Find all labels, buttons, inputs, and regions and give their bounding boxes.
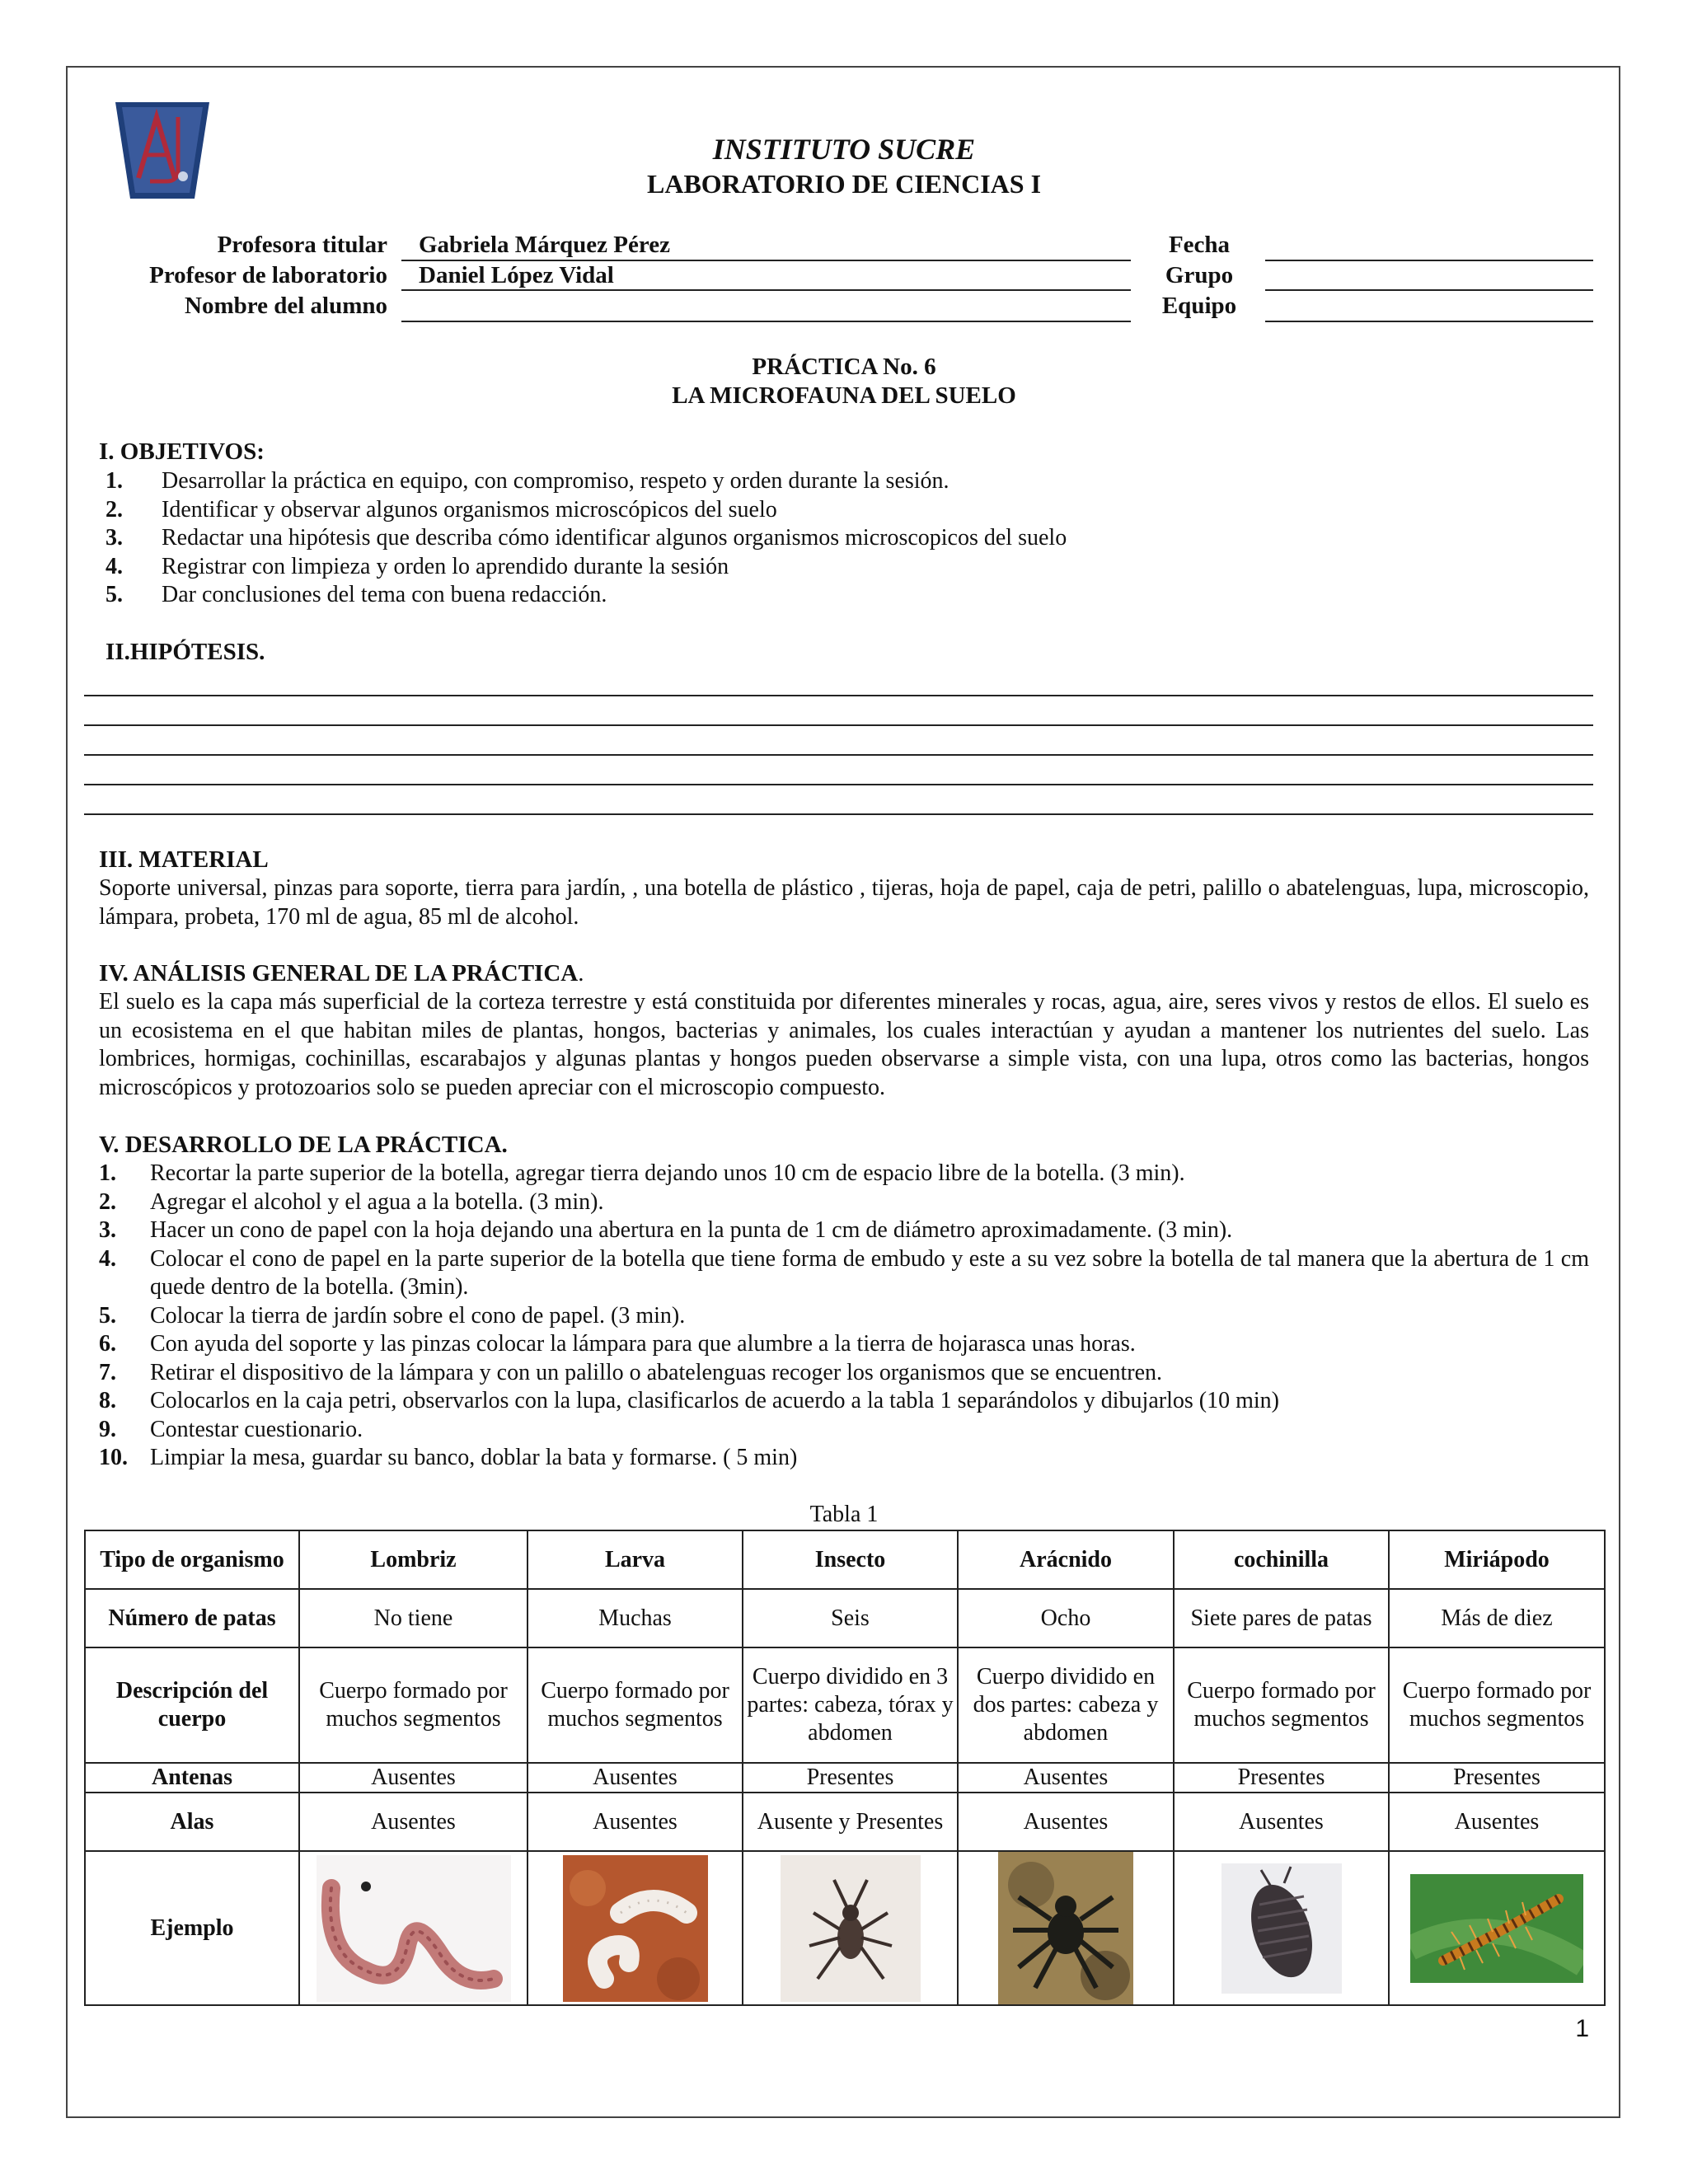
development-list [99,1160,1589,1473]
analysis-heading: IV. ANÁLISIS GENERAL DE LA PRÁCTICA. [99,960,584,987]
table-caption: Tabla 1 [809,1502,879,1527]
list-item: 9. Contestar cuestionario. [99,1416,363,1442]
earthworm-photo [316,1855,511,2002]
table-cell: No tiene [299,1589,528,1647]
table-cell: Ausentes [1174,1793,1389,1851]
list-item: 3. Hacer un cono de papel con la hoja dejando una abertura en la punta de 1 cm de diámetro aproximadamente. (3 min). [99,1217,1233,1243]
table-cell: Cuerpo dividido en 3 partes: cabeza, tórax y abdomen [743,1647,958,1763]
table-cell: Presentes [743,1763,958,1793]
list-item: 3. Redactar una hipótesis que describa cómo identificar algunos organismos microscopicos del suelo [106,525,1067,551]
hypothesis-line[interactable] [84,784,1593,785]
list-item: 4. Registrar con limpieza y orden lo aprendido durante la sesión [106,553,729,579]
institute-title: INSTITUTO SUCRE [712,133,976,166]
table-row [85,1851,1605,2005]
column-header: Insecto [743,1530,958,1589]
row-header: Ejemplo [85,1851,299,2005]
list-item: 5. Colocar la tierra de jardín sobre el cono de papel. (3 min). [99,1302,686,1329]
table-cell: Cuerpo formado por muchos segmentos [299,1647,528,1763]
organism-table [84,1530,1606,2006]
table-cell: Ausentes [958,1763,1174,1793]
material-heading: III. MATERIAL [99,846,269,873]
row-header: Alas [85,1793,299,1851]
table-row [85,1589,1605,1647]
column-header: Arácnido [958,1530,1174,1589]
column-header: Miriápodo [1389,1530,1605,1589]
table-cell [528,1851,743,2005]
column-header: cochinilla [1174,1530,1389,1589]
list-item: 6. Con ayuda del soporte y las pinzas colocar la lámpara para que alumbre a la tierra de hojarasca unas horas. [99,1331,1136,1357]
table-header-row [85,1530,1605,1589]
table-cell: Ocho [958,1589,1174,1647]
table-cell: Presentes [1389,1763,1605,1793]
centipede-photo [1410,1874,1583,1983]
teacher-line [401,260,1131,261]
material-text: Soporte universal, pinzas para soporte, tierra para jardín, , una botella de plástico , tijeras, hoja de papel, caja de petri, palillo o abatelenguas, lupa, microscopio, lámpara, probeta, 170 ml de agua, 85 ml de alcohol. [99,875,1589,930]
table-cell: Cuerpo formado por muchos segmentos [1174,1647,1389,1763]
list-item: 1. Desarrollar la práctica en equipo, con compromiso, respeto y orden durante la sesión. [106,468,950,494]
row-header: Número de patas [85,1589,299,1647]
lab-teacher-line [401,289,1131,291]
list-item: 1. Recortar la parte superior de la botella, agregar tierra dejando unos 10 cm de espacio libre de la botella. (3 min). [99,1160,1185,1186]
team-label: Equipo [1161,293,1237,319]
list-item: 7. Retirar el dispositivo de la lámpara y con un palillo o abatelenguas recoger los organismos que se encuentren. [99,1359,1162,1385]
objectives-heading: I. OBJETIVOS: [99,438,265,465]
table-cell: Cuerpo dividido en dos partes: cabeza y abdomen [958,1647,1174,1763]
hypothesis-line[interactable] [84,813,1593,815]
teacher-label: Profesora titular [217,232,387,258]
analysis-text: El suelo es la capa más superficial de la corteza terrestre y está constituida por diferentes minerales y rocas, agua, aire, seres vivos y restos de ellos. El suelo es un ecosistema en el que habitan miles de plantas, hongos, bacterias y animales, los cuales interactúan y ayudan a mantener los nutrientes del suelo. Las lombrices, hormigas, cochinillas, escarabajos y algunas plantas y hongos pueden observarse a simple vista, con una lupa, otros como las bacterias, hongos microscópicos y protozoarios solo se pueden apreciar con el microscopio compuesto. [99,989,1589,1100]
list-item: 2. Identificar y observar algunos organismos microscópicos del suelo [106,496,777,523]
student-line [401,321,1131,322]
hypothesis-heading: II.HIPÓTESIS. [106,639,265,665]
table-corner: Tipo de organismo [85,1530,299,1589]
table-cell: Seis [743,1589,958,1647]
table-row [85,1793,1605,1851]
table-row [85,1647,1605,1763]
teacher-value: Gabriela Márquez Pérez [419,232,670,258]
practice-title: LA MICROFAUNA DEL SUELO [672,382,1016,409]
list-item: 2. Agregar el alcohol y el agua a la botella. (3 min). [99,1188,604,1215]
development-heading: V. DESARROLLO DE LA PRÁCTICA. [99,1132,508,1158]
row-header: Descripción del cuerpo [85,1647,299,1763]
date-label: Fecha [1168,232,1231,258]
table-cell: Siete pares de patas [1174,1589,1389,1647]
table-row [85,1763,1605,1793]
table-cell: Ausentes [299,1793,528,1851]
larva-photo [563,1855,708,2002]
date-line[interactable] [1265,260,1593,261]
lab-teacher-label: Profesor de laboratorio [149,262,387,288]
column-header: Larva [528,1530,743,1589]
page-number: 1 [1575,2015,1589,2042]
spider-photo [998,1852,1133,2004]
list-item: 8. Colocarlos en la caja petri, observarlos con la lupa, clasificarlos de acuerdo a la tabla 1 separándolos y dibujarlos (10 min) [99,1388,1279,1413]
insect-photo [781,1855,921,2002]
lab-title: LABORATORIO DE CIENCIAS I [646,169,1042,199]
table-cell: Ausentes [958,1793,1174,1851]
student-label: Nombre del alumno [185,293,387,319]
hypothesis-line[interactable] [84,724,1593,726]
woodlouse-photo [1221,1863,1342,1994]
group-label: Grupo [1165,262,1234,288]
hypothesis-line[interactable] [84,695,1593,696]
table-cell: Ausentes [528,1793,743,1851]
group-line[interactable] [1265,289,1593,291]
table-cell: Ausentes [528,1763,743,1793]
table-cell [299,1851,528,2005]
row-header: Antenas [85,1763,299,1793]
team-line[interactable] [1265,321,1593,322]
table-cell [1174,1851,1389,2005]
lab-teacher-value: Daniel López Vidal [419,262,614,288]
hypothesis-line[interactable] [84,754,1593,756]
table-cell: Muchas [528,1589,743,1647]
table-cell [1389,1851,1605,2005]
table-cell: Cuerpo formado por muchos segmentos [1389,1647,1605,1763]
list-item: 10. Limpiar la mesa, guardar su banco, doblar la bata y formarse. ( 5 min) [99,1445,798,1470]
table-cell [958,1851,1174,2005]
table-cell [743,1851,958,2005]
table-cell: Ausentes [299,1763,528,1793]
table-cell: Más de diez [1389,1589,1605,1647]
table-cell: Cuerpo formado por muchos segmentos [528,1647,743,1763]
table-cell: Ausentes [1389,1793,1605,1851]
list-item: 4. Colocar el cono de papel en la parte superior de la botella que tiene forma de embudo y este a su vez sobre la botella de tal manera que la abertura de 1 cm quede dentro de la botella. (3min). [99,1245,1589,1300]
table-cell: Presentes [1174,1763,1389,1793]
objectives-list [99,467,1589,610]
table-cell: Ausente y Presentes [743,1793,958,1851]
column-header: Lombriz [299,1530,528,1589]
practice-number: PRÁCTICA No. 6 [752,354,936,380]
list-item: 5. Dar conclusiones del tema con buena redacción. [106,582,607,607]
